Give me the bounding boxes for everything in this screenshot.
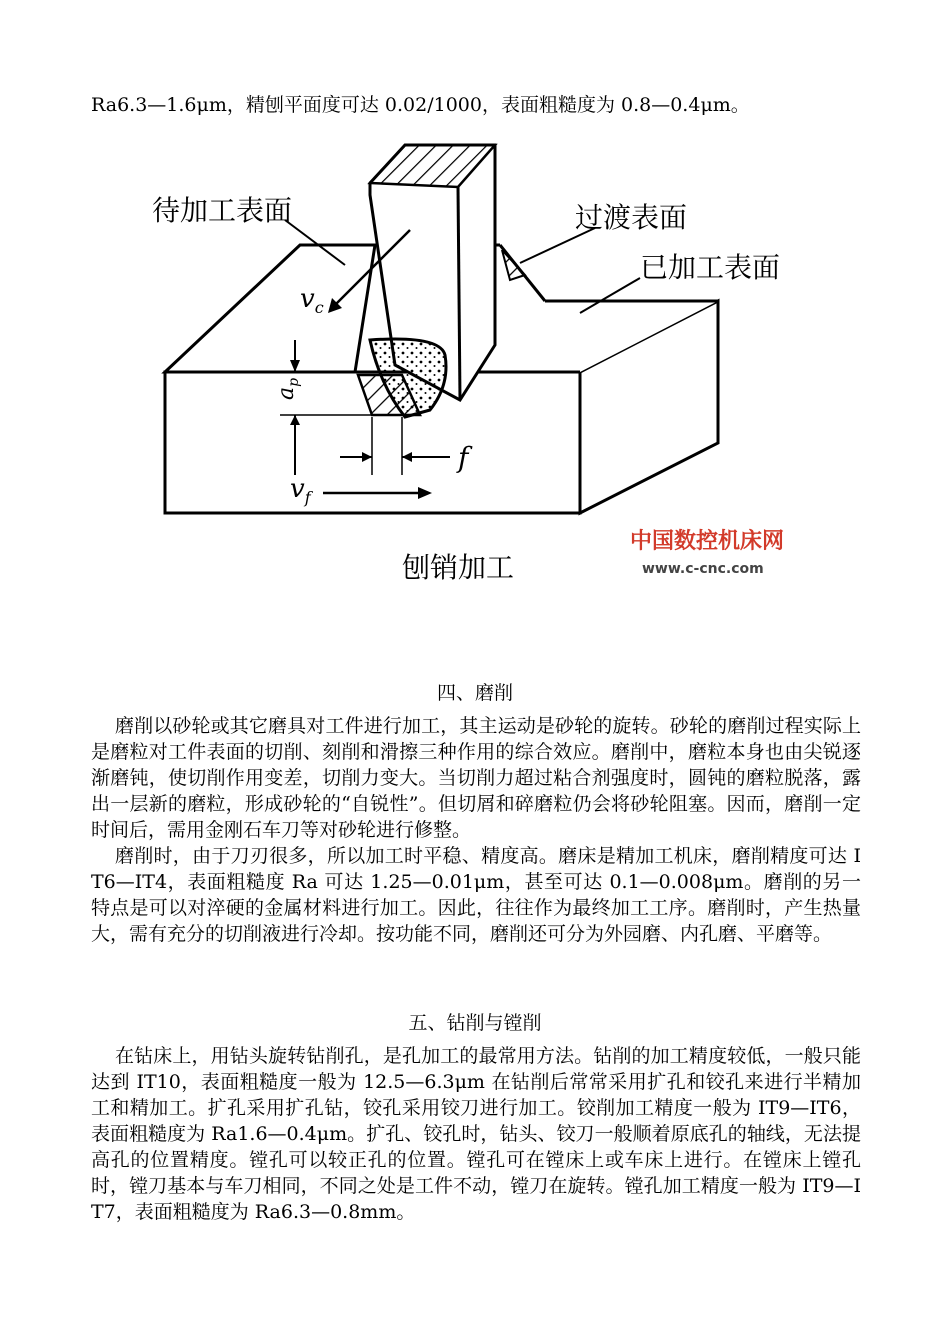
vf-label: v	[290, 474, 305, 504]
f-label: f	[458, 441, 469, 474]
section4-paragraph-1: 磨削以砂轮或其它磨具对工件进行加工，其主运动是砂轮的旋转。砂轮的磨削过程实际上是磨粒对工件表面的切削、刻削和滑擦三种作用的综合效应。磨削中，磨粒本身也由尖锐逐渐磨钝，使切削作用变差，切削力变大。当切削力超过粘合剂强度时，圆钝的磨粒脱落，露出一层新的磨粒，形成砂轮的“自锐性”。但切屑和碎磨粒仍会将砂轮阻塞。因而，磨削一定时间后，需用金刚石车刀等对砂轮进行修整。	[91, 715, 861, 841]
vf-sub: f	[304, 488, 311, 507]
label-transition-surface: 过渡表面	[575, 201, 688, 234]
ap-sub: p	[286, 377, 302, 387]
section5-body	[91, 1043, 861, 1225]
section4-paragraph-2: 磨削时，由于刀刃很多，所以加工时平稳、精度高。磨床是精加工机床，磨削精度可达 IT6—IT4，表面粗糙度 Ra 可达 1.25—0.01μm，甚至可达 0.1—0.008μm。磨削的另一特点是可以对淬硬的金属材料进行加工。因此，往往作为最终加工工序。磨削时，产生热量大，需有充分的切削液进行冷却。按功能不同，磨削还可分为外园磨、内孔磨、平磨等。	[91, 845, 861, 945]
vc-label: v	[300, 284, 315, 314]
ap-label: a	[274, 386, 299, 400]
section4-body	[91, 713, 861, 947]
watermark-url: www.c-cnc.com	[642, 561, 764, 577]
figure-caption: 刨销加工	[402, 551, 515, 584]
section5-paragraph-1: 在钻床上，用钻头旋转钻削孔，是孔加工的最常用方法。钻削的加工精度较低，一般只能达到 IT10，表面粗糙度一般为 12.5—6.3μm 在钻削后常常采用扩孔和铰孔来进行半精加工和精加工。扩孔采用扩孔钻，铰孔采用铰刀进行加工。铰削加工精度一般为 IT9—IT6，表面粗糙度为 Ra1.6—0.4μm。扩孔、铰孔时，钻头、铰刀一般顺着原底孔的轴线，无法提高孔的位置精度。镗孔可以较正孔的位置。镗孔可在镗床上或车床上进行。在镗床上镗孔时，镗刀基本与车刀相同，不同之处是工件不动，镗刀在旋转。镗孔加工精度一般为 IT9—IT7，表面粗糙度为 Ra6.3—0.8mm。	[91, 1045, 861, 1223]
planing-diagram	[140, 135, 820, 605]
label-unprocessed-surface: 待加工表面	[152, 194, 293, 227]
section5-heading: 五、钻削与镗削	[408, 1012, 542, 1034]
watermark-brand: 中国数控机床网	[630, 529, 785, 554]
transition-surface	[502, 250, 525, 280]
planing-figure	[140, 135, 820, 605]
intro-line: Ra6.3—1.6μm，精刨平面度可达 0.02/1000，表面粗糙度为 0.8—0.4μm。	[91, 94, 750, 116]
vc-sub: c	[314, 298, 324, 317]
label-processed-surface: 已加工表面	[640, 251, 781, 284]
section4-heading: 四、磨削	[436, 682, 513, 704]
